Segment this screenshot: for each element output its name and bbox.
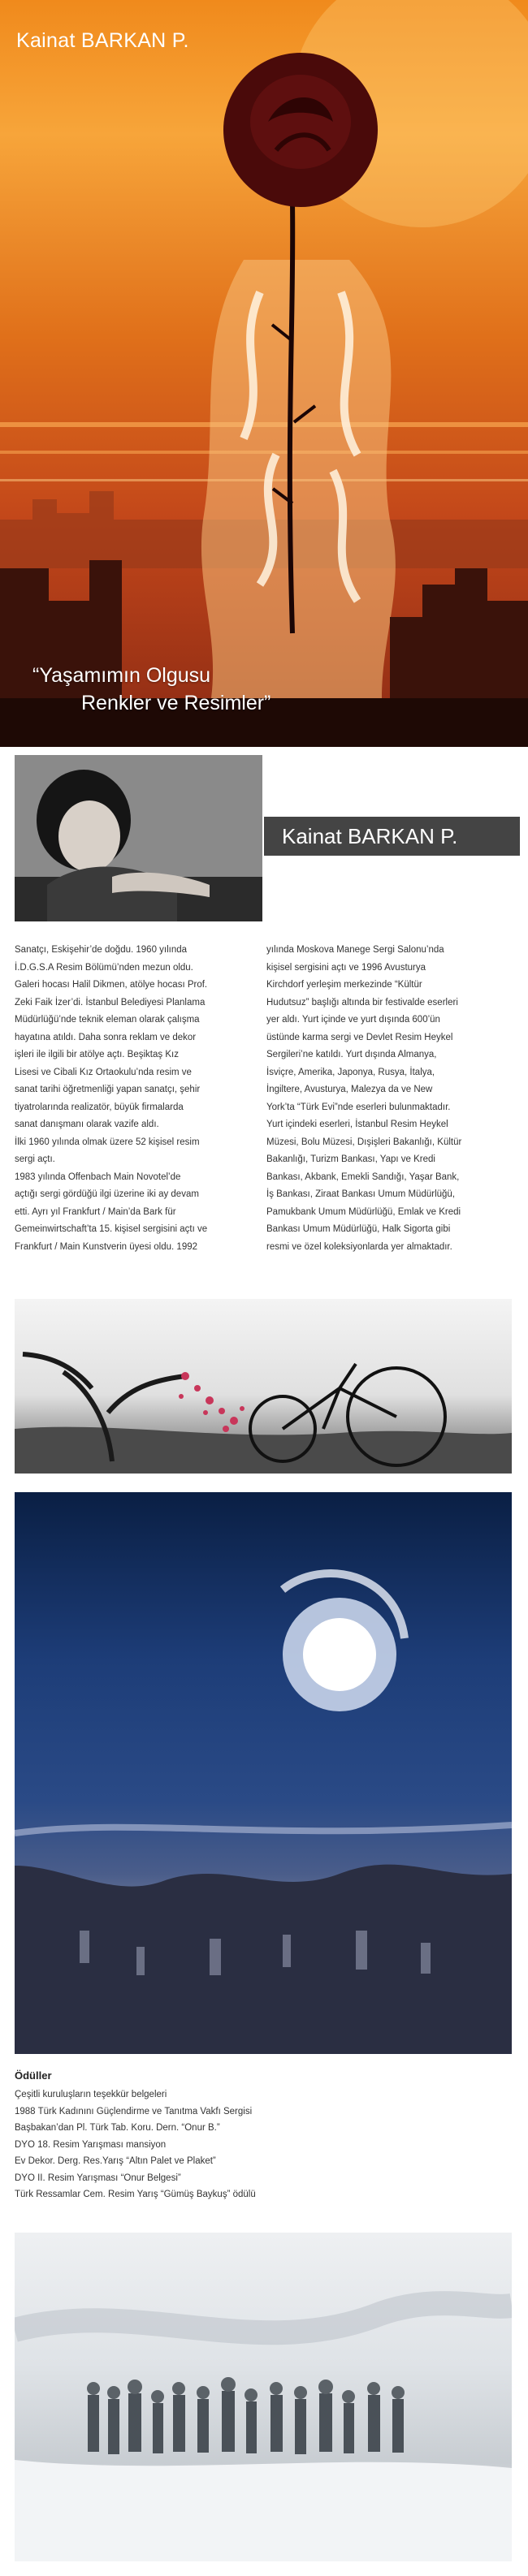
- bio-line: İş Bankası, Ziraat Bankası Umum Müdürlüğü,: [266, 1189, 456, 1199]
- artist-portrait-photo: [15, 755, 262, 921]
- bio-line: etti. Ayrı yıl Frankfurt / Main’da Bark für: [15, 1206, 176, 1217]
- bio-line: sanat tarihi öğretmenliği yapan sanatçı, şehir: [15, 1085, 201, 1094]
- bio-line: Frankfurt / Main Kunstverin üyesi oldu. 1992: [15, 1241, 198, 1252]
- bio-line: Sergileri’ne katıldı. Yurt dışında Almanya,: [266, 1050, 437, 1059]
- award-item: 1988 Türk Kadınını Güçlendirme ve Tanıtma Vakfı Sergisi: [15, 2106, 253, 2116]
- bio-line: York’ta “Türk Evi”nde eserleri bulunmaktadır.: [266, 1102, 451, 1112]
- portrait-image: [15, 755, 262, 921]
- awards-list: [15, 2086, 512, 2203]
- bio-line: İlki 1960 yılında olmak üzere 52 kişisel resim: [15, 1137, 200, 1147]
- snow-crowd-artwork: [15, 2233, 512, 2561]
- bio-line: Bakanlığı, Turizm Bankası, Yapı ve Kredi: [266, 1154, 435, 1164]
- award-item: Çeşitli kuruluşların teşekkür belgeleri: [15, 2090, 167, 2099]
- bio-line: Yurt içindeki eserleri, İstanbul Resim Heykel: [266, 1120, 448, 1129]
- bio-line: kişisel sergisini açtı ve 1996 Avusturya: [266, 962, 426, 973]
- awards-heading: Ödüller: [15, 2069, 52, 2082]
- bio-column-right: [266, 942, 502, 1256]
- hero-quote-line2: Renkler ve Resimler”: [81, 692, 271, 714]
- bio-line: Bankası, Akbank, Emekli Sandığı, Yaşar Bank,: [266, 1171, 460, 1182]
- bio-line: tiyatrolarında realizatör, büyük firmalarda: [15, 1102, 184, 1112]
- bio-line: Hudutsuz” başlığı altında bir festivalde eserleri: [266, 997, 458, 1008]
- bio-line: Lisesi ve Cibali Kız Ortaokulu’nda resim ve: [15, 1067, 192, 1077]
- bio-line: Bankası Umum Müdürlüğü, Halk Sigorta gibi: [266, 1224, 451, 1234]
- bicycle-tree-artwork: [15, 1299, 512, 1474]
- bio-line: İsviçre, Amerika, Japonya, Rusya, İtalya,: [266, 1067, 435, 1077]
- artist-name-banner: Kainat BARKAN P.: [264, 817, 520, 856]
- painting-bicycle-tree: [15, 1299, 512, 1474]
- bio-line: Kirchdorf yerleşim merkezinde “Kültür: [266, 980, 422, 990]
- hero-title: Kainat BARKAN P.: [16, 29, 189, 52]
- hero-quote-line1: “Yaşamımın Olgusu: [32, 664, 211, 687]
- award-item: DYO II. Resim Yarışması “Onur Belgesi”: [15, 2173, 181, 2183]
- bio-line: üstünde karma sergi ve Devlet Resim Heykel: [266, 1032, 453, 1042]
- bio-line: sergi açtı.: [15, 1154, 55, 1164]
- bio-line: resmi ve özel koleksiyonlarda yer almaktadır.: [266, 1241, 452, 1252]
- bio-line: Zeki Faik İzer’di. İstanbul Belediyesi Planlama: [15, 997, 206, 1008]
- bio-line: Sanatçı, Eskişehir’de doğdu. 1960 yılında: [15, 945, 188, 955]
- bio-line: yer aldı. Yurt içinde ve yurt dışında 600’ün: [266, 1015, 440, 1025]
- bio-line: Müzesi, Bolu Müzesi, Dışişleri Bakanlığı, Kültür: [266, 1137, 462, 1147]
- award-item: DYO 18. Resim Yarışması mansiyon: [15, 2139, 167, 2150]
- bio-line: Gemeinwirtschaft’ta 15. kişisel sergisini açtı ve: [15, 1224, 208, 1234]
- bio-line: hayatına atıldı. Daha sonra reklam ve dekor: [15, 1032, 197, 1042]
- hero-painting: [0, 0, 528, 747]
- hero-quote: [32, 662, 325, 717]
- bio-line: 1983 yılında Offenbach Main Novotel’de: [15, 1171, 181, 1182]
- award-item: Ev Dekor. Derg. Res.Yarış “Altın Palet ve Plaket”: [15, 2156, 216, 2166]
- hero-artwork: [0, 0, 528, 747]
- bio-line: İ.D.G.S.A Resim Bölümü’nden mezun oldu.: [15, 962, 193, 973]
- bio-line: Galeri hocası Halil Dikmen, atölye hocası Prof.: [15, 980, 208, 990]
- award-item: Başbakan’dan Pl. Türk Tab. Koru. Dern. “Onur B.”: [15, 2123, 220, 2133]
- painting-moon-night: [15, 1492, 512, 2054]
- bio-line: yılında Moskova Manege Sergi Salonu’nda: [266, 945, 444, 955]
- painting-snow-crowd: [15, 2233, 512, 2561]
- award-item: Türk Ressamlar Cem. Resim Yarış “Gümüş Baykuş” ödülü: [15, 2190, 256, 2199]
- moon-night-artwork: [15, 1492, 512, 2054]
- bio-column-left: [15, 942, 250, 1256]
- bio-line: İngiltere, Avusturya, Malezya da ve New: [266, 1085, 433, 1094]
- bio-line: Pamukbank Umum Müdürlüğü, Emlak ve Kredi: [266, 1206, 461, 1217]
- bio-line: işleri ile ilgili bir atölye açtı. Beşiktaş Kız: [15, 1050, 179, 1059]
- bio-line: sanat danışmanı olarak vazife aldı.: [15, 1120, 159, 1129]
- bio-line: açtığı sergi gördüğü ilgi üzerine iki ay devam: [15, 1189, 199, 1199]
- bio-line: Müdürlüğü’nde teknik eleman olarak çalışma: [15, 1015, 200, 1025]
